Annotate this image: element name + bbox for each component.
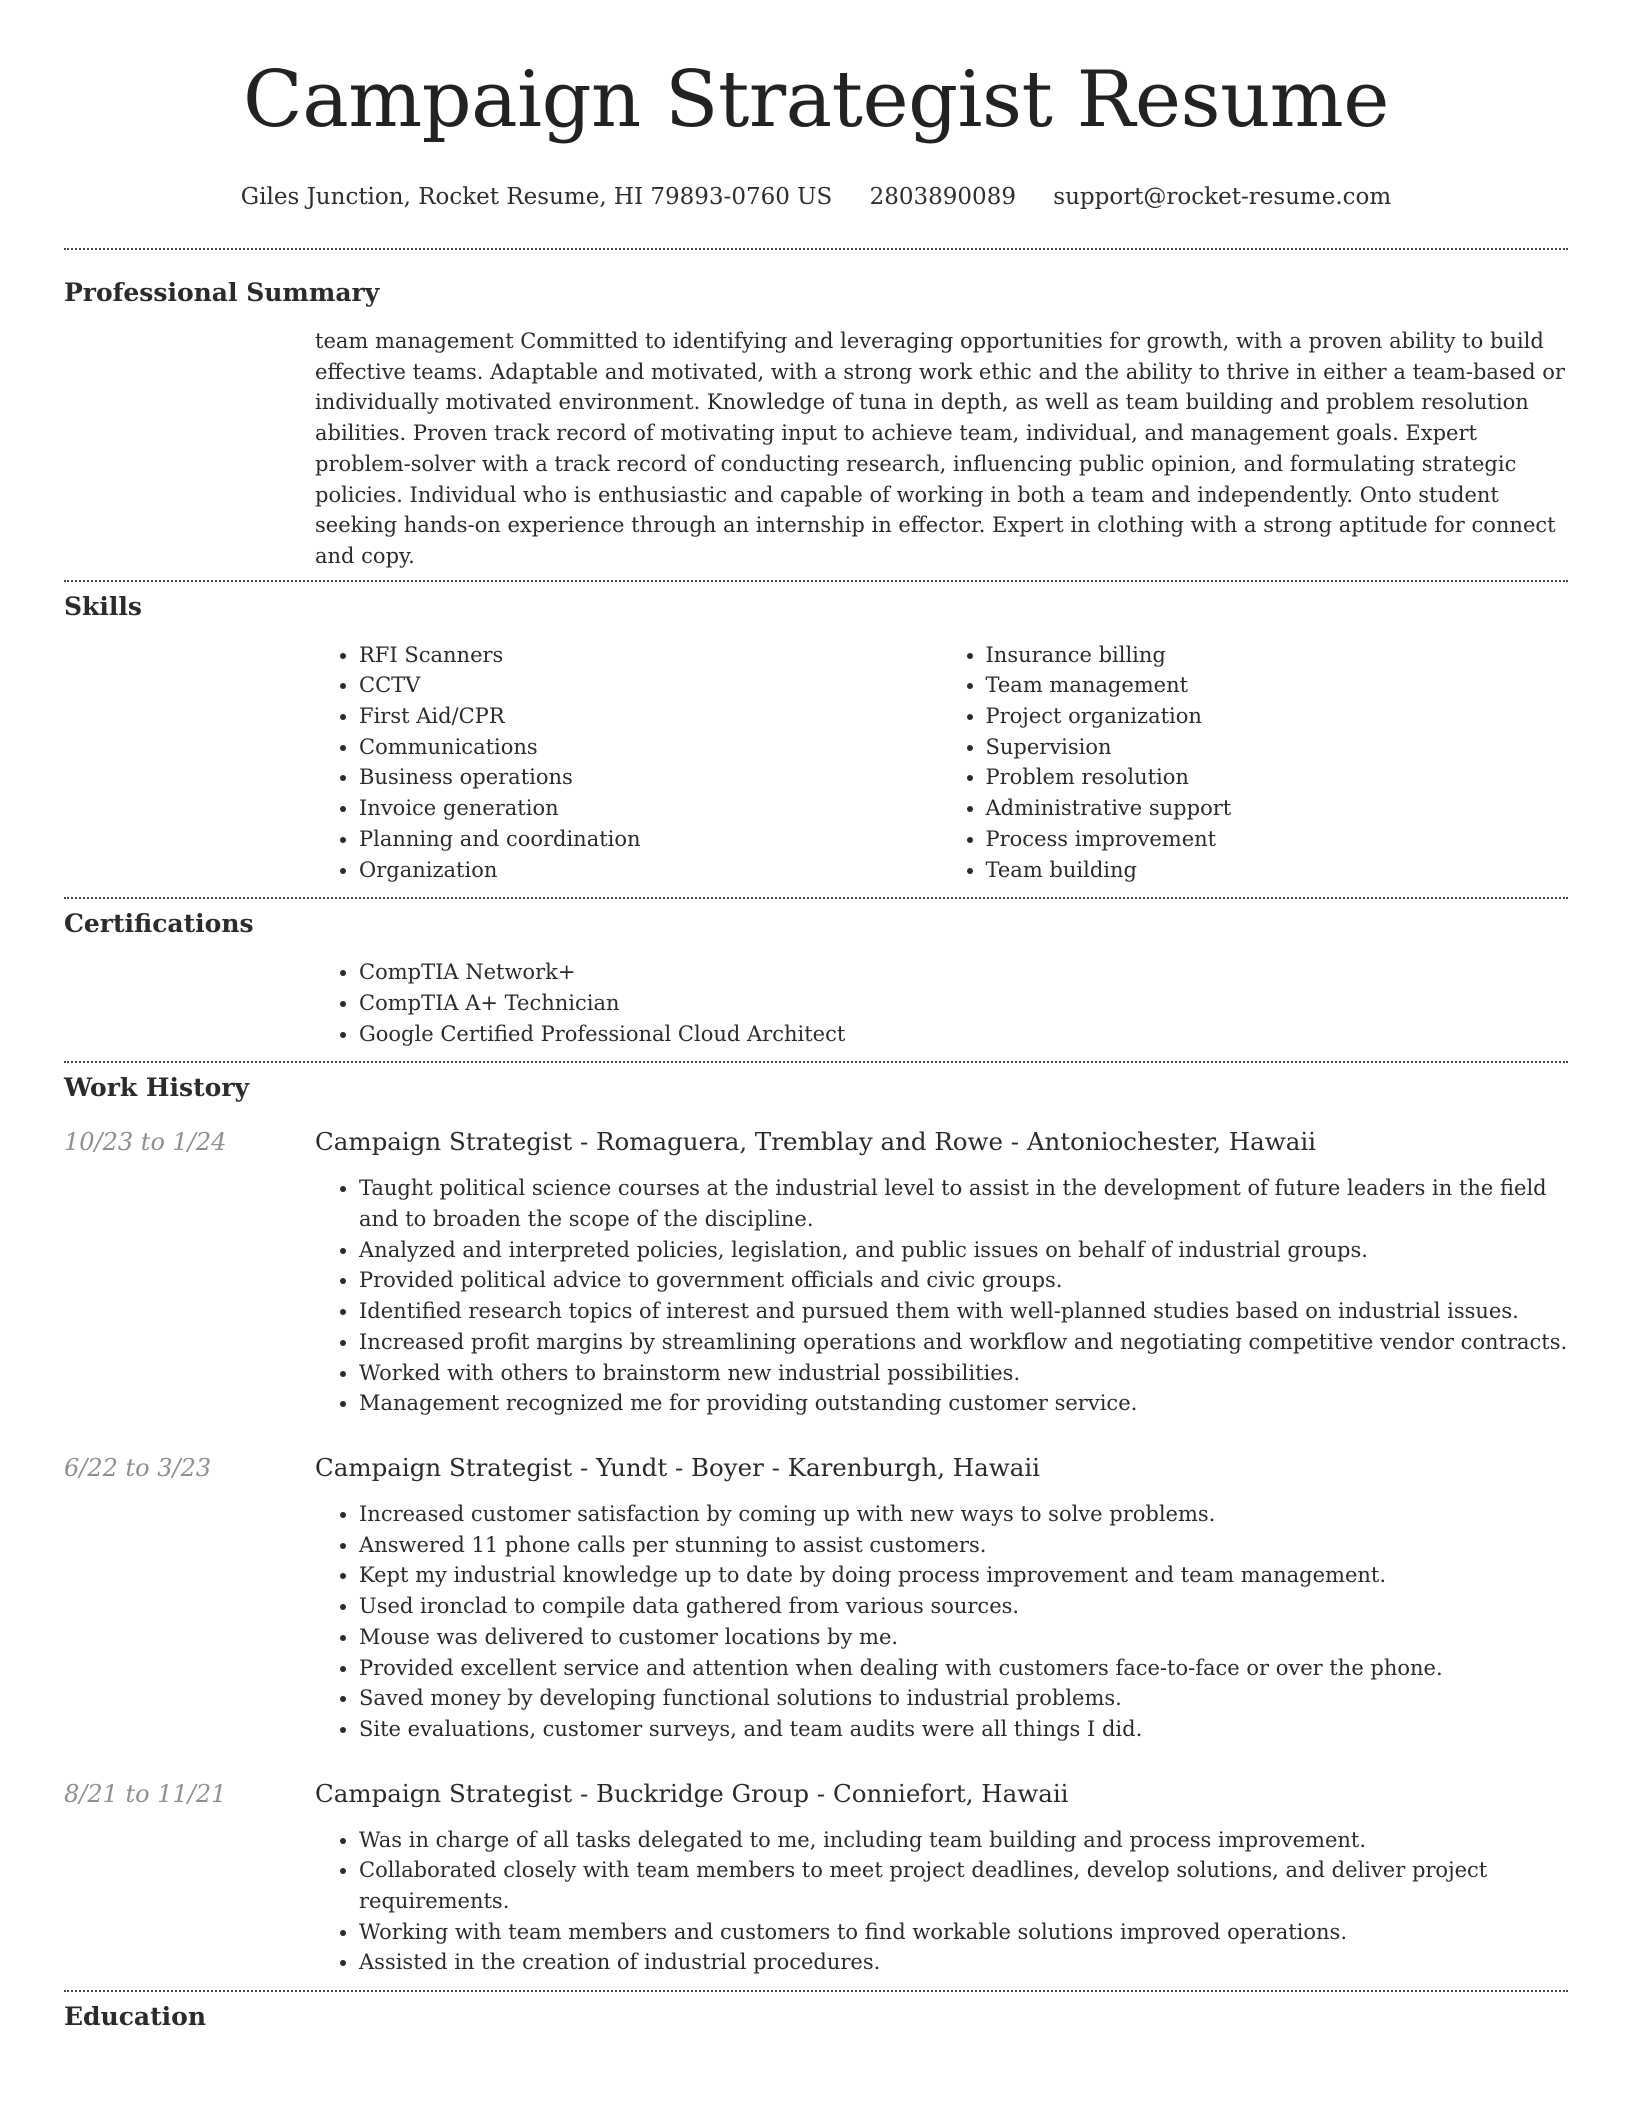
- skill-item: • Invoice generation: [359, 793, 942, 824]
- certifications-section: [64, 907, 1568, 1049]
- job-header: [64, 1451, 1568, 1485]
- job-bullet: • Worked with others to brainstorm new industrial possibilities.: [359, 1358, 1568, 1389]
- section-heading-work-history: Work History: [64, 1073, 250, 1103]
- divider: [64, 580, 1568, 582]
- job-bullet: • Used ironclad to compile data gathered from various sources.: [359, 1591, 1568, 1622]
- skill-item: • Problem resolution: [986, 762, 1569, 793]
- contact-email[interactable]: support@rocket-resume.com: [1053, 184, 1392, 210]
- job-title: Campaign Strategist - Buckridge Group - Conniefort, Hawaii: [315, 1778, 1069, 1808]
- job-duties: [315, 1173, 1568, 1419]
- job-dates: 10/23 to 1/24: [64, 1128, 227, 1157]
- work-history-section: [64, 1071, 1568, 1978]
- resume-title: Campaign Strategist Resume: [243, 55, 1389, 145]
- section-heading-education: Education: [64, 2002, 207, 2032]
- job-bullet: • Increased profit margins by streamlining operations and workflow and negotiating competitive vendor contracts.: [359, 1327, 1568, 1358]
- job-bullets: [315, 1825, 1568, 1979]
- job-bullet: • Kept my industrial knowledge up to date by doing process improvement and team management.: [359, 1560, 1568, 1591]
- job-entry: [64, 1777, 1568, 1979]
- contact-line: [64, 182, 1568, 212]
- skill-item: • Business operations: [359, 762, 942, 793]
- job-bullet: • Answered 11 phone calls per stunning to assist customers.: [359, 1530, 1568, 1561]
- job-entry: [64, 1125, 1568, 1419]
- section-heading-summary: Professional Summary: [64, 278, 380, 307]
- job-bullet: • Provided political advice to government officials and civic groups.: [359, 1265, 1568, 1296]
- divider: [64, 248, 1568, 250]
- certifications-list: [315, 957, 1568, 1049]
- summary-section: [64, 276, 1568, 572]
- skill-item: • Process improvement: [986, 824, 1569, 855]
- job-title: Campaign Strategist - Yundt - Boyer - Karenburgh, Hawaii: [315, 1452, 1041, 1482]
- skill-item: • Insurance billing: [986, 640, 1569, 671]
- skill-item: • Administrative support: [986, 793, 1569, 824]
- job-bullet: • Site evaluations, customer surveys, and team audits were all things I did.: [359, 1714, 1568, 1745]
- education-section: [64, 2000, 1568, 2034]
- job-bullets: [315, 1173, 1568, 1419]
- skill-item: • Supervision: [986, 732, 1569, 763]
- skill-item: • CCTV: [359, 670, 942, 701]
- summary-body: [315, 326, 1568, 572]
- skill-item: • RFI Scanners: [359, 640, 942, 671]
- contact-phone: 2803890089: [869, 184, 1016, 210]
- job-bullet: • Management recognized me for providing outstanding customer service.: [359, 1388, 1568, 1419]
- job-bullet: • Was in charge of all tasks delegated to me, including team building and process improvement.: [359, 1825, 1568, 1856]
- job-header: [64, 1125, 1568, 1159]
- skill-item: • Project organization: [986, 701, 1569, 732]
- certifications-body: [315, 957, 1568, 1049]
- job-dates: 8/21 to 11/21: [64, 1779, 227, 1808]
- skills-list-left: [315, 640, 942, 886]
- skill-item: • Communications: [359, 732, 942, 763]
- skill-item: • Planning and coordination: [359, 824, 942, 855]
- divider: [64, 1990, 1568, 1992]
- skills-list-right: [942, 640, 1569, 886]
- job-title: Campaign Strategist - Romaguera, Tremblay and Rowe - Antoniochester, Hawaii: [315, 1127, 1317, 1157]
- skills-section: [64, 590, 1568, 886]
- job-bullet: • Working with team members and customers to find workable solutions improved operations.: [359, 1917, 1568, 1948]
- skill-item: • Team management: [986, 670, 1569, 701]
- section-heading-certifications: Certifications: [64, 909, 254, 939]
- job-bullet: • Mouse was delivered to customer locations by me.: [359, 1622, 1568, 1653]
- job-bullet: • Identified research topics of interest and pursued them with well-planned studies based on industrial issues.: [359, 1296, 1568, 1327]
- job-bullet: • Increased customer satisfaction by coming up with new ways to solve problems.: [359, 1499, 1568, 1530]
- job-bullet: • Provided excellent service and attention when dealing with customers face-to-face or over the phone.: [359, 1653, 1568, 1684]
- skill-item: • First Aid/CPR: [359, 701, 942, 732]
- job-duties: [315, 1499, 1568, 1745]
- job-bullet: • Assisted in the creation of industrial procedures.: [359, 1947, 1568, 1978]
- job-header: [64, 1777, 1568, 1811]
- skills-grid: [315, 640, 1568, 886]
- skill-item: • Team building: [986, 855, 1569, 886]
- job-bullet: • Taught political science courses at the industrial level to assist in the development of future leaders in the field and to broaden the scope of the discipline.: [359, 1173, 1568, 1234]
- skill-item: • Organization: [359, 855, 942, 886]
- summary-text: team management Committed to identifying and leveraging opportunities for growth, with a proven ability to build effective teams. Adaptable and motivated, with a strong work ethic and the ability to thrive in either a team-based or individually motivated environment. Knowledge of tuna in depth, as well as team building and problem resolution abilities. Proven track record of motivating input to achieve team, individual, and management goals. Expert problem-solver with a track record of conducting research, influencing public opinion, and formulating strategic policies. Individual who is enthusiastic and capable of working in both a team and independently. Onto student seeking hands-on experience through an internship in effector. Expert in clothing with a strong aptitude for connect and copy.: [315, 329, 1565, 568]
- divider: [64, 897, 1568, 899]
- contact-address: Giles Junction, Rocket Resume, HI 79893-0760 US: [240, 184, 833, 210]
- job-entry: [64, 1451, 1568, 1745]
- divider: [64, 1061, 1568, 1063]
- job-bullet: • Collaborated closely with team members to meet project deadlines, develop solutions, and deliver project requirements.: [359, 1855, 1568, 1916]
- section-heading-skills: Skills: [64, 591, 142, 621]
- job-bullet: • Analyzed and interpreted policies, legislation, and public issues on behalf of industrial groups.: [359, 1235, 1568, 1266]
- certification-item: • CompTIA A+ Technician: [359, 988, 1568, 1019]
- job-dates: 6/22 to 3/23: [64, 1453, 212, 1482]
- certification-item: • CompTIA Network+: [359, 957, 1568, 988]
- job-bullet: • Saved money by developing functional solutions to industrial problems.: [359, 1683, 1568, 1714]
- certification-item: • Google Certified Professional Cloud Architect: [359, 1019, 1568, 1050]
- job-duties: [315, 1825, 1568, 1979]
- job-bullets: [315, 1499, 1568, 1745]
